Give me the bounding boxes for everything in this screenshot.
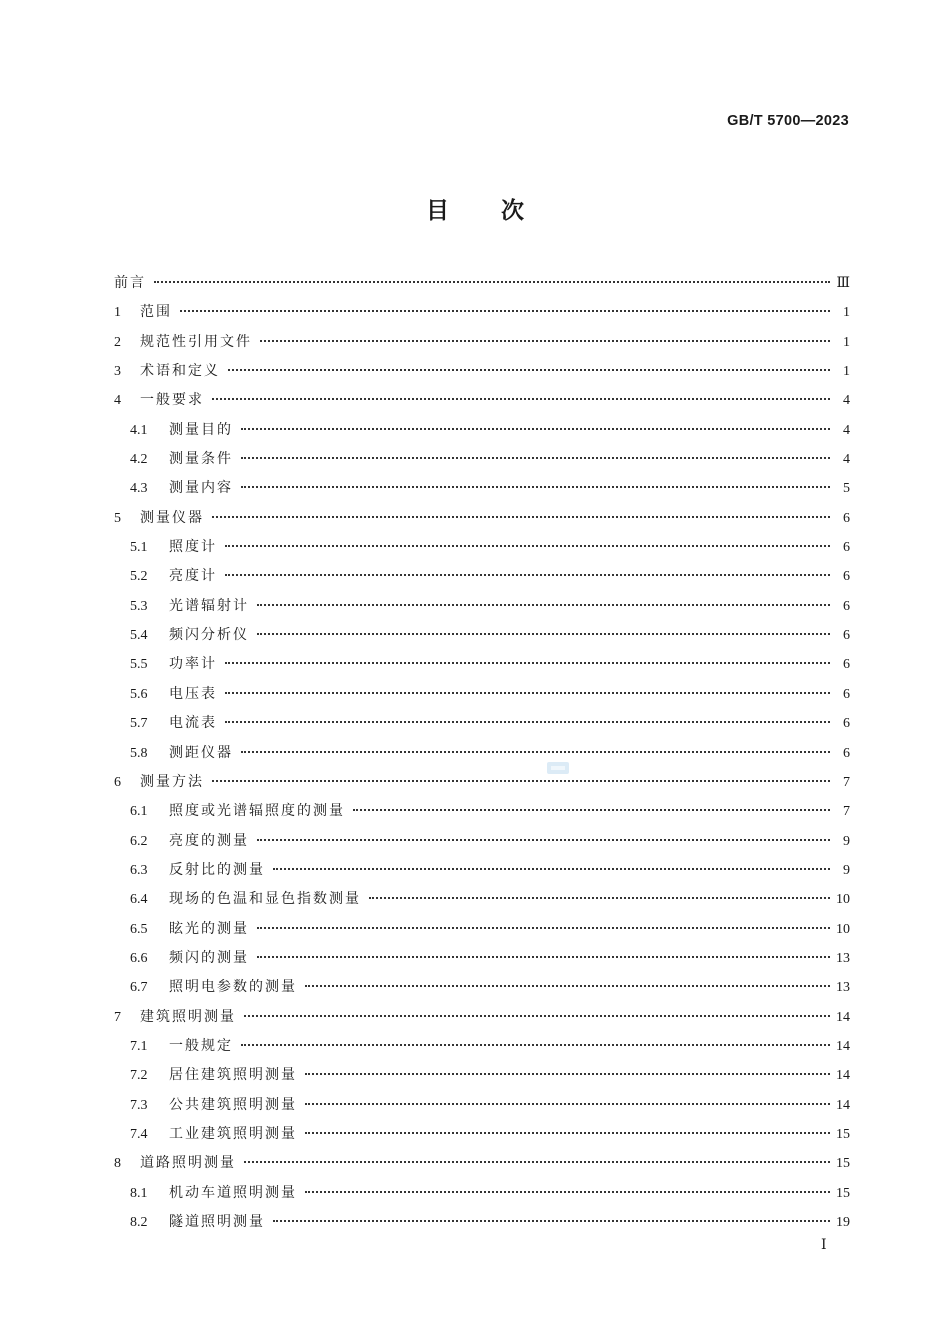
dot-leader <box>154 281 830 283</box>
toc-entry[interactable] <box>114 328 850 357</box>
toc-entry-label: 居住建筑照明测量 <box>169 1067 297 1084</box>
toc-entry-number: 6.5 <box>130 921 148 937</box>
toc-entry-number: 7.3 <box>130 1097 148 1113</box>
toc-entry-number: 4 <box>114 393 121 409</box>
toc-entry-label: 测量仪器 <box>140 509 204 526</box>
dot-leader <box>257 956 830 958</box>
toc-entry-number: 8.2 <box>130 1215 148 1230</box>
dot-leader <box>260 340 830 342</box>
toc-entry-page: 10 <box>836 892 850 908</box>
dot-leader <box>257 633 830 635</box>
toc-entry-label: 测量内容 <box>169 480 233 497</box>
toc-entry-page: 6 <box>843 569 850 585</box>
toc-entry-number: 8 <box>114 1156 121 1172</box>
page-number: Ⅰ <box>821 1238 827 1253</box>
toc-entry-label: 术语和定义 <box>140 363 220 380</box>
toc-entry[interactable] <box>114 650 850 679</box>
toc-entry[interactable] <box>114 1149 850 1178</box>
toc-entry-page: 4 <box>843 393 850 409</box>
dot-leader <box>241 486 830 488</box>
standard-code: GB/T 5700—2023 <box>727 113 849 129</box>
toc-entry-page: 6 <box>843 510 850 526</box>
toc-entry[interactable] <box>114 915 850 944</box>
toc-entry[interactable] <box>114 474 850 503</box>
toc-entry-page: 14 <box>836 1038 850 1054</box>
toc-entry[interactable] <box>114 680 850 709</box>
toc-entry-label: 前言 <box>114 275 146 291</box>
toc-entry[interactable] <box>114 357 850 386</box>
toc-entry-page: 6 <box>843 657 850 673</box>
toc-entry-page: 4 <box>843 452 850 468</box>
toc-entry-number: 6.6 <box>130 950 148 966</box>
toc-entry-page: 9 <box>843 833 850 849</box>
toc-entry-number: 6.7 <box>130 980 148 996</box>
dot-leader <box>212 398 830 400</box>
toc-entry-number: 7.1 <box>130 1038 148 1054</box>
toc-entry-number: 5.1 <box>130 540 148 556</box>
toc-entry-number: 2 <box>114 334 121 350</box>
dot-leader <box>225 574 830 576</box>
toc-entry-number: 5.5 <box>130 657 148 673</box>
toc-entry-number: 6.2 <box>130 833 148 849</box>
toc-entry-label: 照明电参数的测量 <box>169 979 297 996</box>
toc-entry-label: 隧道照明测量 <box>169 1214 265 1230</box>
toc-entry-number: 5.6 <box>130 686 148 702</box>
dot-leader <box>241 457 830 459</box>
toc-entry-label: 现场的色温和显色指数测量 <box>169 891 361 908</box>
toc-entry-number: 1 <box>114 305 121 321</box>
toc-entry[interactable] <box>114 1091 850 1120</box>
toc-entry-number: 5.8 <box>130 745 148 761</box>
toc-entry-label: 一般规定 <box>169 1037 233 1054</box>
toc-entry[interactable] <box>114 1061 850 1090</box>
toc-entry-page: 7 <box>843 774 850 790</box>
dot-leader <box>212 780 830 782</box>
toc-entry-label: 一般要求 <box>140 392 204 409</box>
toc-entry-page: 19 <box>836 1215 850 1230</box>
dot-leader <box>180 310 830 312</box>
dot-leader <box>273 868 830 870</box>
toc-entry-page: 1 <box>843 364 850 380</box>
toc-entry-page: 9 <box>843 862 850 878</box>
toc-entry-page: 6 <box>843 540 850 556</box>
toc-entry-label: 照度计 <box>169 539 217 556</box>
toc-entry-number: 8.1 <box>130 1185 148 1201</box>
toc-entry-label: 电压表 <box>169 685 217 702</box>
toc-entry[interactable] <box>114 562 850 591</box>
toc-entry-label: 反射比的测量 <box>169 861 265 878</box>
dot-leader <box>225 662 830 664</box>
dot-leader <box>273 1220 830 1222</box>
dot-leader <box>305 985 830 987</box>
toc-entry[interactable] <box>114 797 850 826</box>
toc-entry-number: 3 <box>114 364 121 380</box>
toc-entry[interactable] <box>114 1032 850 1061</box>
dot-leader <box>225 692 830 694</box>
toc-entry-page: 13 <box>836 980 850 996</box>
toc-entry-page: 13 <box>836 950 850 966</box>
toc-entry-label: 照度或光谱辐照度的测量 <box>169 803 345 820</box>
toc-entry[interactable] <box>114 592 850 621</box>
toc-entry-label: 功率计 <box>169 656 217 673</box>
toc-entry-page: 1 <box>843 334 850 350</box>
toc-entry-page: 4 <box>843 422 850 438</box>
toc-entry-label: 眩光的测量 <box>169 920 249 937</box>
toc-entry-page: 6 <box>843 628 850 644</box>
toc-entry[interactable] <box>114 1003 850 1032</box>
toc-entry[interactable] <box>114 621 850 650</box>
toc-entry-number: 7.2 <box>130 1068 148 1084</box>
dot-leader <box>305 1103 830 1105</box>
toc-entry-number: 6.4 <box>130 892 148 908</box>
toc-entry-page: 14 <box>836 1097 850 1113</box>
toc-entry[interactable] <box>114 1120 850 1149</box>
toc-entry[interactable] <box>114 973 850 1002</box>
toc-entry-label: 频闪的测量 <box>169 949 249 966</box>
toc-entry-page: 10 <box>836 921 850 937</box>
toc-entry-number: 5.3 <box>130 598 148 614</box>
toc-entry-label: 建筑照明测量 <box>140 1008 236 1025</box>
toc-entry-number: 6.3 <box>130 862 148 878</box>
toc-entry-label: 公共建筑照明测量 <box>169 1096 297 1113</box>
dot-leader <box>257 839 830 841</box>
toc-entry-page: 6 <box>843 716 850 732</box>
toc-entry-number: 5.7 <box>130 716 148 732</box>
toc-entry[interactable] <box>114 269 850 298</box>
toc-entry-page: 6 <box>843 686 850 702</box>
toc-entry-label: 测量方法 <box>140 773 204 790</box>
toc-entry[interactable] <box>114 533 850 562</box>
dot-leader <box>305 1073 830 1075</box>
dot-leader <box>257 927 830 929</box>
toc-entry-page: 14 <box>836 1009 850 1025</box>
dot-leader <box>241 428 830 430</box>
dot-leader <box>305 1191 830 1193</box>
toc-entry[interactable] <box>114 709 850 738</box>
toc-entry[interactable] <box>114 768 850 797</box>
toc-entry-page: 6 <box>843 745 850 761</box>
watermark-logo-icon <box>546 759 570 777</box>
dot-leader <box>244 1161 830 1163</box>
toc-entry-label: 电流表 <box>169 715 217 732</box>
toc-entry-page: 6 <box>843 598 850 614</box>
toc-entry[interactable] <box>114 739 850 768</box>
toc-entry-label: 测量目的 <box>169 421 233 438</box>
dot-leader <box>225 545 830 547</box>
dot-leader <box>228 369 830 371</box>
toc-entry-page: Ⅲ <box>836 276 850 291</box>
toc-entry-number: 6 <box>114 774 121 790</box>
toc-entry-page: 1 <box>843 305 850 321</box>
toc-entry-label: 测量条件 <box>169 451 233 468</box>
toc-entry-label: 道路照明测量 <box>140 1155 236 1172</box>
toc-entry-number: 6.1 <box>130 804 148 820</box>
toc-entry-number: 7 <box>114 1009 121 1025</box>
toc-entry-label: 测距仪器 <box>169 744 233 761</box>
dot-leader <box>353 809 830 811</box>
toc-entry[interactable] <box>114 386 850 415</box>
dot-leader <box>225 721 830 723</box>
toc-entry-page: 5 <box>843 481 850 497</box>
page-title: 目次 <box>426 198 576 224</box>
dot-leader <box>369 897 830 899</box>
toc-entry-number: 4.3 <box>130 481 148 497</box>
toc-entry-label: 规范性引用文件 <box>140 333 252 350</box>
toc-entry[interactable] <box>114 416 850 445</box>
toc-entry-number: 4.2 <box>130 452 148 468</box>
toc-entry-label: 光谱辐射计 <box>169 597 249 614</box>
table-of-contents <box>114 269 850 1237</box>
toc-entry[interactable] <box>114 298 850 327</box>
toc-entry-number: 5.4 <box>130 628 148 644</box>
toc-entry-page: 15 <box>836 1185 850 1201</box>
toc-entry-label: 亮度计 <box>169 568 217 585</box>
toc-entry[interactable] <box>114 856 850 885</box>
toc-entry-number: 4.1 <box>130 422 148 438</box>
toc-entry[interactable] <box>114 1179 850 1208</box>
toc-entry-label: 范围 <box>140 304 172 321</box>
toc-entry-number: 5.2 <box>130 569 148 585</box>
dot-leader <box>257 604 830 606</box>
toc-entry[interactable] <box>114 944 850 973</box>
toc-entry-page: 15 <box>836 1126 850 1142</box>
toc-entry-label: 机动车道照明测量 <box>169 1184 297 1201</box>
toc-entry-label: 工业建筑照明测量 <box>169 1125 297 1142</box>
toc-entry-label: 频闪分析仪 <box>169 627 249 644</box>
dot-leader <box>241 751 830 753</box>
toc-entry-page: 7 <box>843 804 850 820</box>
dot-leader <box>244 1015 830 1017</box>
dot-leader <box>241 1044 830 1046</box>
toc-entry[interactable] <box>114 885 850 914</box>
dot-leader <box>212 516 830 518</box>
toc-entry-page: 14 <box>836 1068 850 1084</box>
toc-entry-page: 15 <box>836 1156 850 1172</box>
toc-entry-number: 7.4 <box>130 1126 148 1142</box>
dot-leader <box>305 1132 830 1134</box>
toc-entry[interactable] <box>114 1208 850 1237</box>
toc-entry[interactable] <box>114 827 850 856</box>
toc-entry[interactable] <box>114 504 850 533</box>
toc-entry[interactable] <box>114 445 850 474</box>
toc-entry-number: 5 <box>114 510 121 526</box>
toc-entry-label: 亮度的测量 <box>169 832 249 849</box>
